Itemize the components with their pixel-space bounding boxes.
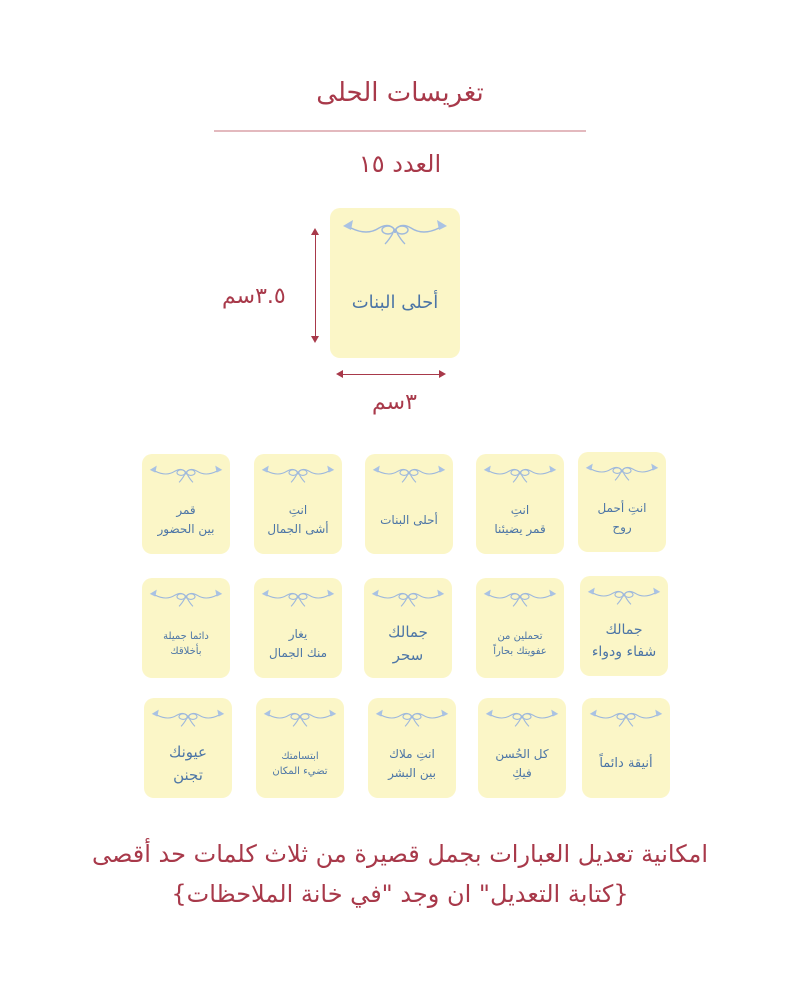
bow-ribbon-icon — [483, 706, 561, 730]
bow-ribbon-icon — [339, 216, 451, 248]
card-text: قمر بين الحضور — [157, 503, 215, 536]
card — [580, 576, 668, 676]
card-text: دائما جميلة بأخلاقك — [163, 630, 209, 657]
card — [365, 454, 453, 554]
arrow-down-icon — [311, 336, 319, 343]
card — [256, 698, 344, 798]
bow-ribbon-icon — [585, 584, 663, 608]
bow-ribbon-icon — [147, 462, 225, 486]
card-text: انتِ ملاك بين البشر — [388, 747, 436, 780]
card — [142, 454, 230, 554]
card — [478, 698, 566, 798]
title-divider — [214, 130, 586, 132]
bow-ribbon-icon — [147, 586, 225, 610]
note-line-2: {كتابة التعديل" ان وجد "في خانة الملاحظات} — [171, 880, 629, 908]
card-text: أنيقة دائماً — [599, 755, 653, 771]
height-dimension-line — [315, 232, 316, 340]
height-label: ٣.٥سم — [222, 284, 286, 309]
bow-ribbon-icon — [149, 706, 227, 730]
bow-ribbon-icon — [259, 586, 337, 610]
sample-card — [330, 208, 460, 358]
bow-ribbon-icon — [587, 706, 665, 730]
card-text: عيونك تجنن — [168, 742, 208, 784]
card — [476, 578, 564, 678]
card-text: ابتسامتك تضيء المكان — [272, 750, 328, 777]
issue-number: العدد ١٥ — [358, 150, 442, 178]
arrow-up-icon — [311, 228, 319, 235]
card — [364, 578, 452, 678]
card-text: انتِ أحمل روح — [597, 501, 647, 534]
bow-ribbon-icon — [481, 586, 559, 610]
page-title: تغريسات الحلى — [316, 78, 484, 108]
bow-ribbon-icon — [369, 586, 447, 610]
card — [144, 698, 232, 798]
bow-ribbon-icon — [370, 462, 448, 486]
card — [254, 578, 342, 678]
card — [142, 578, 230, 678]
card — [476, 454, 564, 554]
card — [254, 454, 342, 554]
card — [578, 452, 666, 552]
bow-ribbon-icon — [481, 462, 559, 486]
bow-ribbon-icon — [259, 462, 337, 486]
bow-ribbon-icon — [261, 706, 339, 730]
arrow-right-icon — [439, 370, 446, 378]
width-dimension-line — [340, 374, 442, 375]
card — [582, 698, 670, 798]
card-text: أحلى البنات — [380, 512, 438, 527]
card-text: يغار منك الجمال — [268, 627, 328, 660]
card-text: جمالك سحر — [388, 622, 428, 664]
card-text: انتِ أشى الجمال — [267, 503, 329, 536]
card — [368, 698, 456, 798]
bow-ribbon-icon — [373, 706, 451, 730]
note-line-1: امكانية تعديل العبارات بجمل قصيرة من ثلاث كلمات حد أقصى — [91, 840, 709, 868]
card-text: جمالك شفاء ودواء — [591, 622, 657, 660]
width-label: ٣سم — [372, 390, 417, 415]
card-text: انتِ قمر يضيئنا — [494, 503, 546, 536]
bow-ribbon-icon — [583, 460, 661, 484]
arrow-left-icon — [336, 370, 343, 378]
card-text: تحملين من عفويتك بحاراً — [493, 630, 547, 657]
card-text: كل الحُسن فيكِ — [495, 747, 549, 780]
sample-card-text: أحلى البنات — [351, 292, 439, 314]
